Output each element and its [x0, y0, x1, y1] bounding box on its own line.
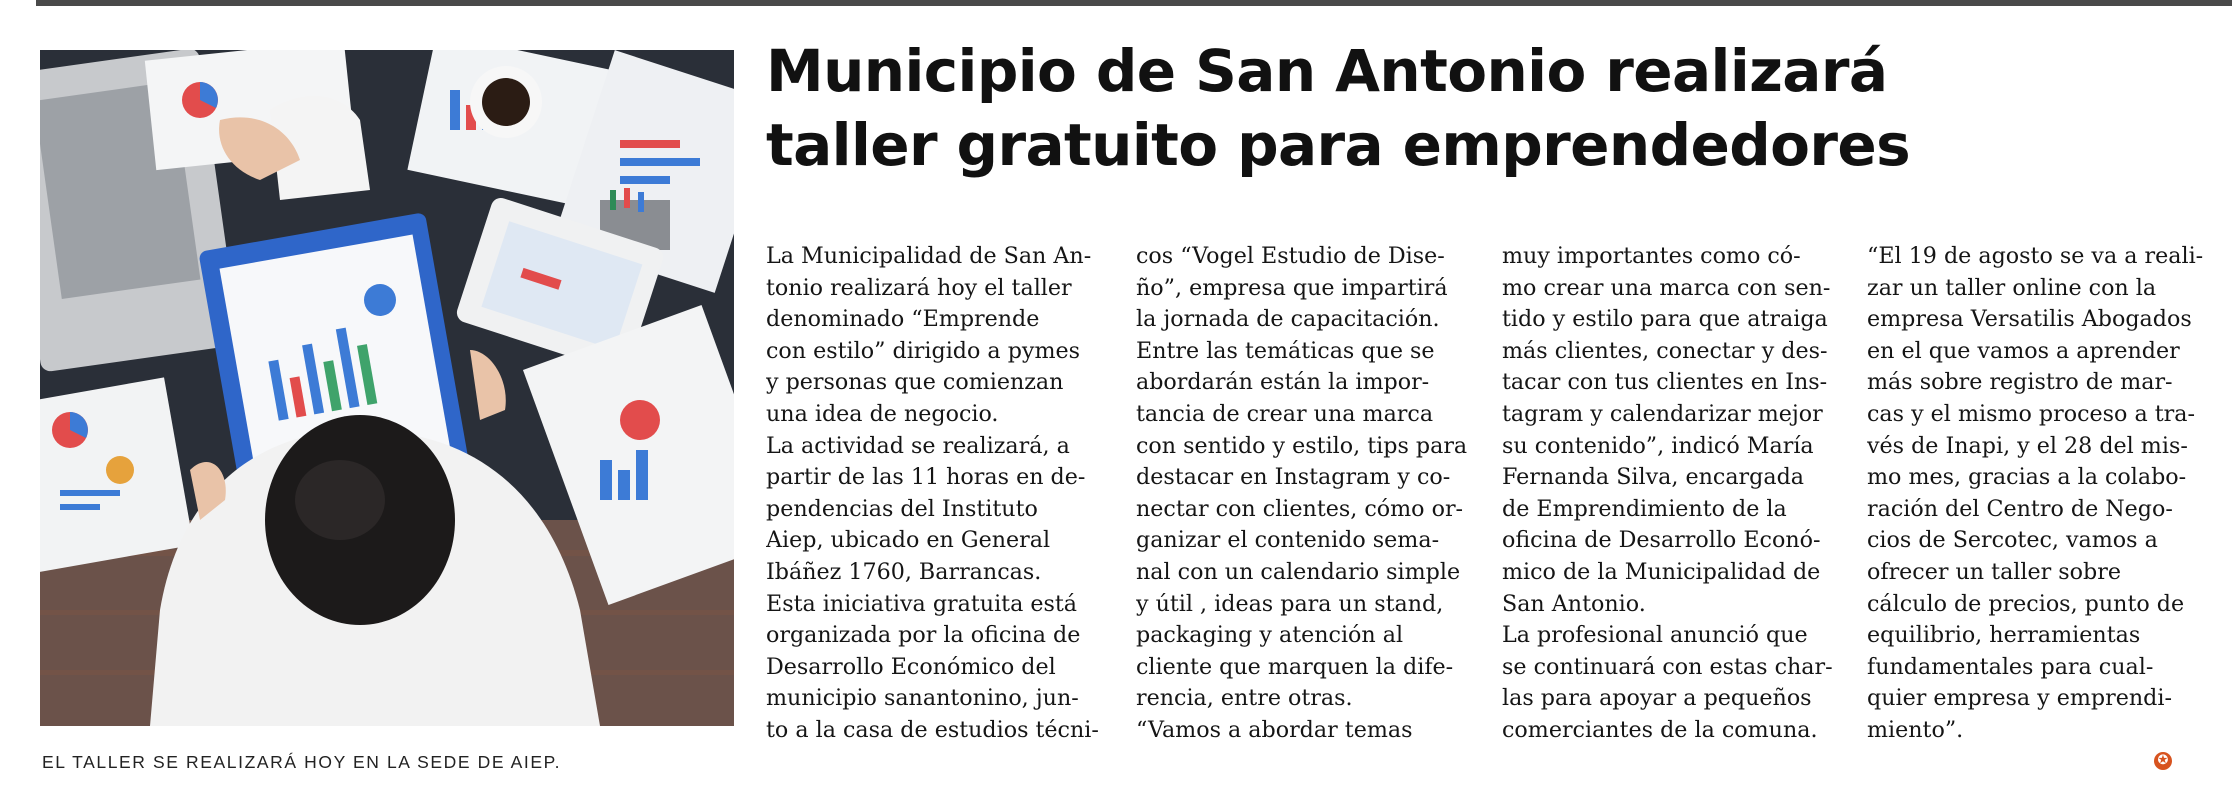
body-text-line: cas y el mismo proceso a tra-	[1867, 400, 2195, 427]
body-text-line: ración del Centro de Nego-	[1867, 495, 2173, 522]
body-text-line: mico de la Municipalidad de	[1502, 558, 1821, 585]
top-rule	[36, 0, 2232, 6]
body-text-line: “Vamos a abordar temas	[1136, 716, 1413, 743]
body-text-line: con sentido y estilo, tips para	[1136, 432, 1468, 459]
body-text-line: las para apoyar a pequeños	[1502, 685, 1812, 712]
photo-caption: EL TALLER SE REALIZARÁ HOY EN LA SEDE DE AIEP.	[42, 752, 562, 772]
body-text-line: organizada por la oficina de	[766, 622, 1081, 649]
body-text-line: tacar con tus clientes en Ins-	[1502, 369, 1828, 396]
body-text-line: tonio realizará hoy el taller	[766, 274, 1072, 301]
body-text-line: Fernanda Silva, encargada	[1502, 464, 1805, 491]
body-text-line: San Antonio.	[1502, 590, 1646, 617]
body-text-line: “El 19 de agosto se va a reali-	[1867, 243, 2204, 269]
article-column-4	[1867, 241, 2209, 747]
body-text-line: abordarán están la impor-	[1136, 369, 1430, 396]
body-text-line: nectar con clientes, cómo or-	[1136, 495, 1464, 522]
body-text-line: La actividad se realizará, a	[766, 432, 1070, 459]
body-text-line: oficina de Desarrollo Econó-	[1502, 527, 1821, 554]
body-text-line: y útil , ideas para un stand,	[1136, 590, 1444, 617]
body-text-line: tancia de crear una marca	[1136, 400, 1434, 427]
body-text-line: más sobre registro de mar-	[1867, 369, 2173, 396]
body-text-line: vés de Inapi, y el 28 del mis-	[1867, 432, 2188, 459]
body-text-line: cios de Sercotec, vamos a	[1867, 527, 2158, 554]
article-column-1	[766, 241, 1108, 747]
end-of-article-icon: ✪	[2154, 752, 2172, 770]
body-text-line: Esta iniciativa gratuita está	[766, 590, 1078, 617]
body-text-line: packaging y atención al	[1136, 622, 1404, 649]
body-text-line: destacar en Instagram y co-	[1136, 464, 1451, 491]
body-text-line: más clientes, conectar y des-	[1502, 337, 1828, 364]
body-text-line: Aiep, ubicado en General	[766, 527, 1051, 554]
body-text-line: Ibáñez 1760, Barrancas.	[766, 558, 1042, 585]
body-text-line: cálculo de precios, punto de	[1867, 590, 2185, 617]
body-text-line: tagram y calendarizar mejor	[1502, 400, 1823, 427]
body-text-line: muy importantes como có-	[1502, 243, 1801, 269]
body-text-line: miento”.	[1867, 716, 1964, 743]
body-text-line: comerciantes de la comuna.	[1502, 716, 1818, 743]
body-text-line: municipio sanantonino, jun-	[766, 685, 1079, 712]
body-text-line: pendencias del Instituto	[766, 495, 1038, 522]
body-text-line: una idea de negocio.	[766, 400, 999, 427]
body-text-line: ofrecer un taller sobre	[1867, 558, 2121, 585]
body-text-line: fundamentales para cual-	[1867, 653, 2154, 680]
body-text-line: partir de las 11 horas en de-	[766, 464, 1086, 491]
body-text-line: su contenido”, indicó María	[1502, 432, 1814, 459]
body-text-line: ño”, empresa que impartirá	[1136, 274, 1448, 301]
body-text-line: mo mes, gracias a la colabo-	[1867, 464, 2187, 491]
body-text-line: denominado “Emprende	[766, 306, 1040, 333]
body-text-line: Desarrollo Económico del	[766, 653, 1056, 680]
body-text-line: cos “Vogel Estudio de Dise-	[1136, 243, 1445, 269]
article-photo	[40, 50, 734, 726]
body-text-line: con estilo” dirigido a pymes	[766, 337, 1080, 364]
body-text-line: La Municipalidad de San An-	[766, 243, 1092, 269]
headline-line-2: taller gratuito para emprendedores	[766, 111, 1911, 179]
body-text-line: empresa Versatilis Abogados	[1867, 306, 2192, 333]
body-text-line: y personas que comienzan	[766, 369, 1064, 396]
body-text-line: la jornada de capacitación.	[1136, 306, 1440, 333]
body-text-line: cliente que marquen la dife-	[1136, 653, 1454, 680]
article-headline	[766, 34, 2216, 182]
body-text-line: de Emprendimiento de la	[1502, 495, 1787, 522]
body-text-line: se continuará con estas char-	[1502, 653, 1833, 680]
body-text-line: rencia, entre otras.	[1136, 685, 1353, 712]
body-text-line: to a la casa de estudios técni-	[766, 716, 1099, 743]
body-text-line: La profesional anunció que	[1502, 622, 1808, 649]
body-text-line: tido y estilo para que atraiga	[1502, 306, 1828, 333]
body-text-line: mo crear una marca con sen-	[1502, 274, 1831, 301]
body-text-line: Entre las temáticas que se	[1136, 337, 1435, 364]
body-text-line: nal con un calendario simple	[1136, 558, 1461, 585]
body-text-line: quier empresa y emprendi-	[1867, 685, 2172, 712]
body-text-line: equilibrio, herramientas	[1867, 622, 2141, 649]
body-text-line: en el que vamos a aprender	[1867, 337, 2180, 364]
article-column-2	[1136, 241, 1478, 747]
photo-business-desk-illustration	[40, 50, 734, 726]
body-text-line: zar un taller online con la	[1867, 274, 2157, 301]
body-text-line: ganizar el contenido sema-	[1136, 527, 1440, 554]
article-column-3	[1502, 241, 1844, 747]
headline-line-1: Municipio de San Antonio realizará	[766, 37, 1888, 105]
